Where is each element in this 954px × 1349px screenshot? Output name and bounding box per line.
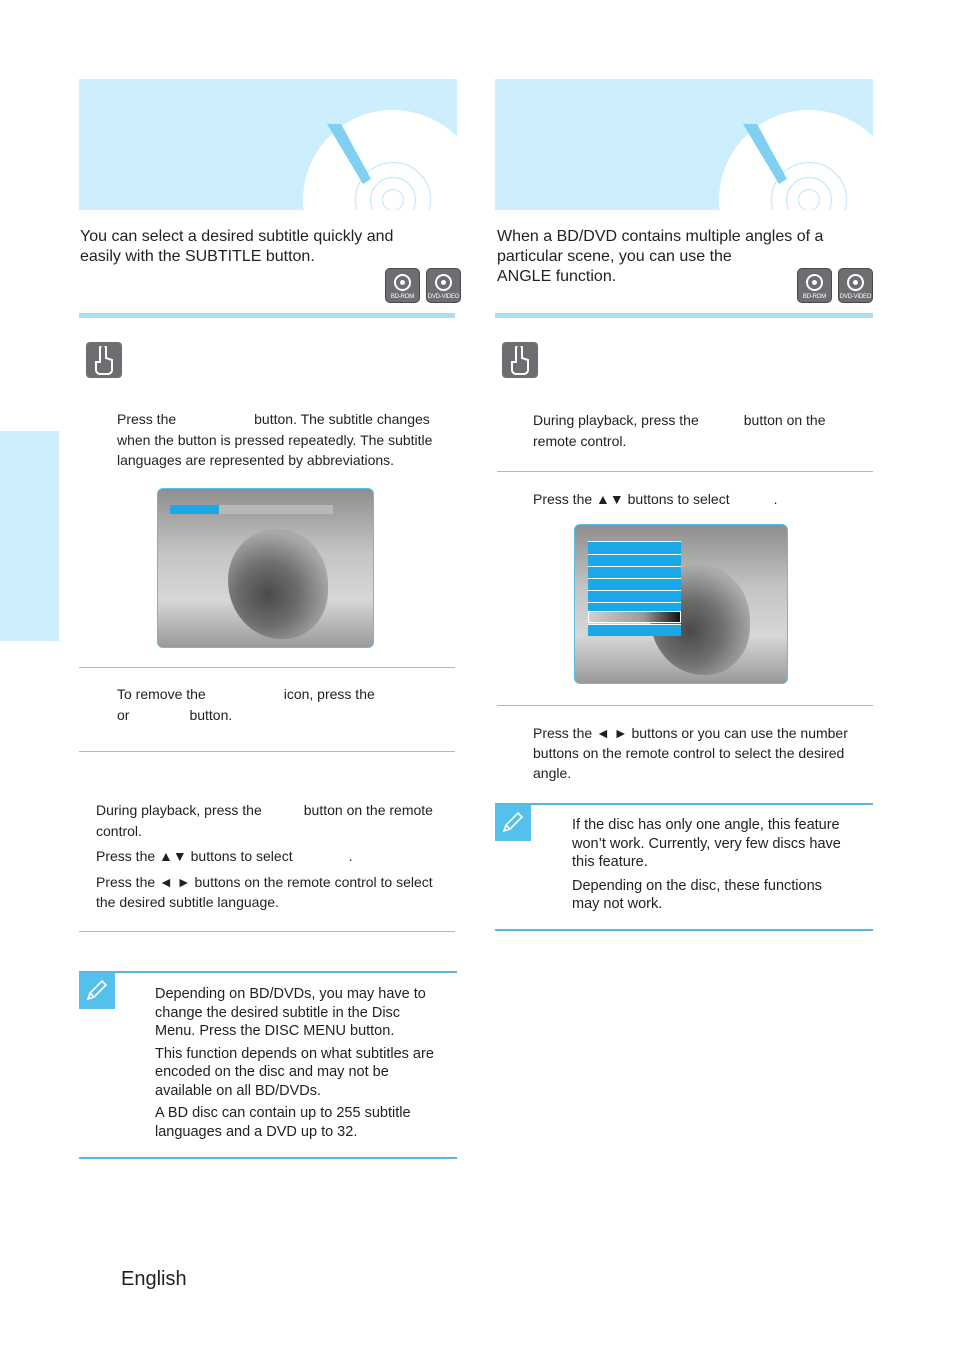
note-rule-bottom	[79, 1157, 457, 1159]
section-rule	[79, 313, 455, 318]
bd-rom-icon: BD-ROM	[797, 268, 832, 303]
subtitle-osd-highlight	[170, 505, 219, 514]
subtitle-header-band	[79, 79, 457, 210]
note-rule-top	[79, 971, 457, 973]
divider	[79, 931, 455, 932]
dvd-video-icon: DVD-VIDEO	[426, 268, 461, 303]
menu-row	[588, 590, 681, 602]
divider	[497, 705, 873, 706]
side-tab	[0, 431, 59, 641]
menu-row	[588, 566, 681, 578]
menu-row	[588, 541, 681, 554]
disc-beam	[319, 124, 379, 184]
seal-image	[228, 529, 328, 639]
note-rule-bottom	[495, 929, 873, 931]
note-rule-top	[495, 803, 873, 805]
angle-screen	[574, 524, 788, 684]
method2-step1: During playback, press the button on the remote control.	[96, 802, 433, 839]
disc-beam	[735, 124, 795, 184]
angle-step2: Press the ▲▼ buttons to select .	[533, 491, 778, 507]
divider	[497, 471, 873, 472]
angle-menu-selected	[588, 611, 681, 623]
method1-text: Press the button. The subtitle changes when the button is pressed repeatedly. The subtitle languages are represented by abbreviations.	[117, 411, 433, 468]
note-pencil-icon	[79, 973, 115, 1009]
angle-menu-control	[588, 624, 681, 636]
hand-icon	[86, 342, 122, 378]
subtitle-intro: You can select a desired subtitle quickly and easily with the SUBTITLE button.	[80, 228, 394, 265]
subtitle-screen	[157, 488, 374, 648]
remove-icon-text: To remove the icon, press the or button.	[117, 686, 375, 723]
menu-row	[588, 578, 681, 590]
bd-rom-icon: BD-ROM	[385, 268, 420, 303]
page-footer-language: English	[121, 1268, 187, 1290]
angle-intro: When a BD/DVD contains multiple angles of a particular scene, you can use the ANGLE function.	[497, 228, 824, 285]
angle-header-band	[495, 79, 873, 210]
angle-step1: During playback, press the button on the remote control.	[533, 412, 826, 449]
divider	[79, 667, 455, 668]
menu-row	[588, 554, 681, 566]
method2-step2: Press the ▲▼ buttons to select .	[96, 848, 353, 864]
dvd-video-icon: DVD-VIDEO	[838, 268, 873, 303]
section-rule	[495, 313, 873, 318]
angle-step3: Press the ◄ ► buttons or you can use the number buttons on the remote control to select the desired angle.	[533, 725, 848, 781]
note-pencil-icon	[495, 805, 531, 841]
subtitle-notes: Depending on BD/DVDs, you may have to change the desired subtitle in the Disc Menu. Press the DISC MENU button. This function depends on what subtitles are encoded on the disc and may not be available on all BD/DVDs. A BD disc can contain up to 255 subtitle languages and a DVD up to 32.	[155, 986, 434, 1140]
divider	[79, 751, 455, 752]
hand-icon	[502, 342, 538, 378]
angle-notes: If the disc has only one angle, this feature won’t work. Currently, very few discs have this feature. Depending on the disc, these functions may not work.	[572, 817, 841, 912]
method2-step3: Press the ◄ ► buttons on the remote control to select the desired subtitle language.	[96, 874, 433, 910]
